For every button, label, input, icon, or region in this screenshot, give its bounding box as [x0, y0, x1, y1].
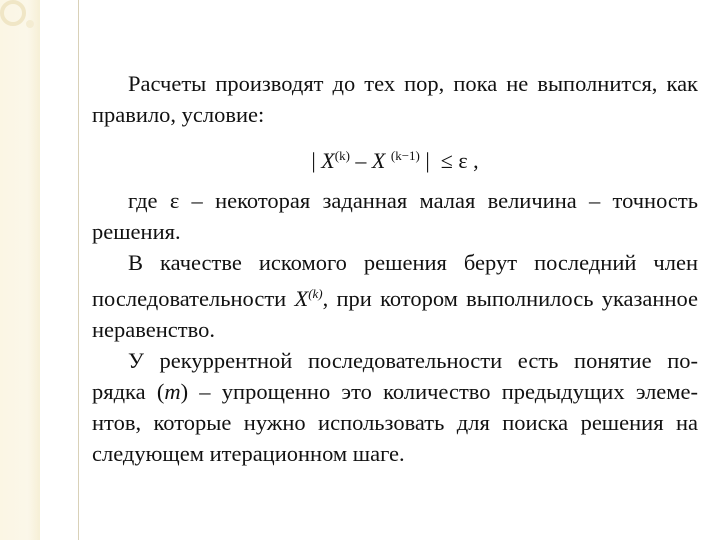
formula-bar-left: | — [311, 148, 316, 173]
decorative-dot — [26, 20, 34, 28]
paragraph-solution — [92, 247, 698, 345]
paragraph-solution-text-a: В качестве искомого решения берут последний член последовательности — [92, 250, 698, 311]
formula-comma: , — [473, 148, 479, 173]
formula-bar-right: | — [425, 148, 430, 173]
decorative-side-strip — [0, 0, 40, 540]
inline-m: m — [164, 379, 181, 404]
formula-minus: – — [349, 148, 372, 173]
paragraph-conditions: Расчеты производят до тех пор, пока не выполнится, как правило, условие: — [92, 71, 698, 127]
convergence-formula — [92, 142, 698, 175]
paragraph-order — [92, 345, 698, 469]
slide-body — [92, 68, 698, 469]
inline-x: X — [294, 286, 309, 311]
paragraph-order-text-b: ) – упрощенно это количество предыдущих элеме-нтов, которые нужно использовать для поиска решения на следующем итерационном шаге. — [92, 379, 698, 466]
formula-sup-k: (k) — [334, 148, 350, 163]
paragraph-solution-text-b: , при котором выполнилось указанное неравенство. — [92, 286, 698, 342]
formula-x-k-1: X — [371, 148, 386, 173]
formula-sup-k-1: (k−1) — [390, 148, 420, 163]
decorative-circle — [0, 0, 26, 26]
inline-sup-k: (k) — [308, 286, 323, 301]
paragraph-order-text-a: У рекуррентной последовательности есть понятие по-рядка ( — [92, 348, 698, 404]
formula-epsilon: ε — [458, 148, 468, 173]
inline-x-k — [294, 286, 322, 311]
formula-x-k: X — [321, 148, 335, 173]
decorative-vertical-line — [78, 0, 79, 540]
formula-le: ≤ — [440, 148, 453, 173]
paragraph-epsilon: где ε – некоторая заданная малая величина – точность решения. — [92, 188, 698, 244]
